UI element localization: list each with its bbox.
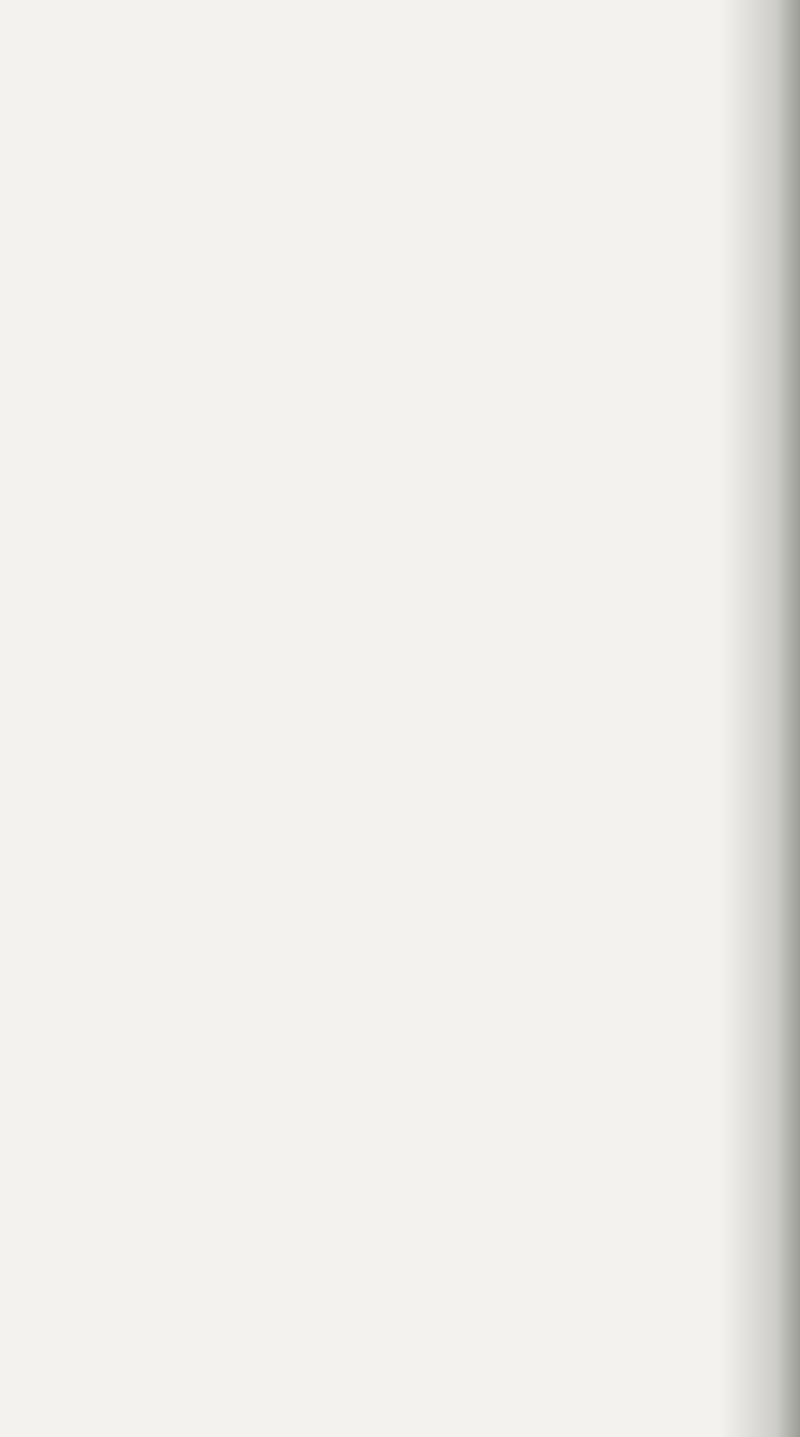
book-page (54, 78, 758, 124)
page-edge-shadow (720, 0, 800, 1437)
page-header (54, 78, 758, 118)
